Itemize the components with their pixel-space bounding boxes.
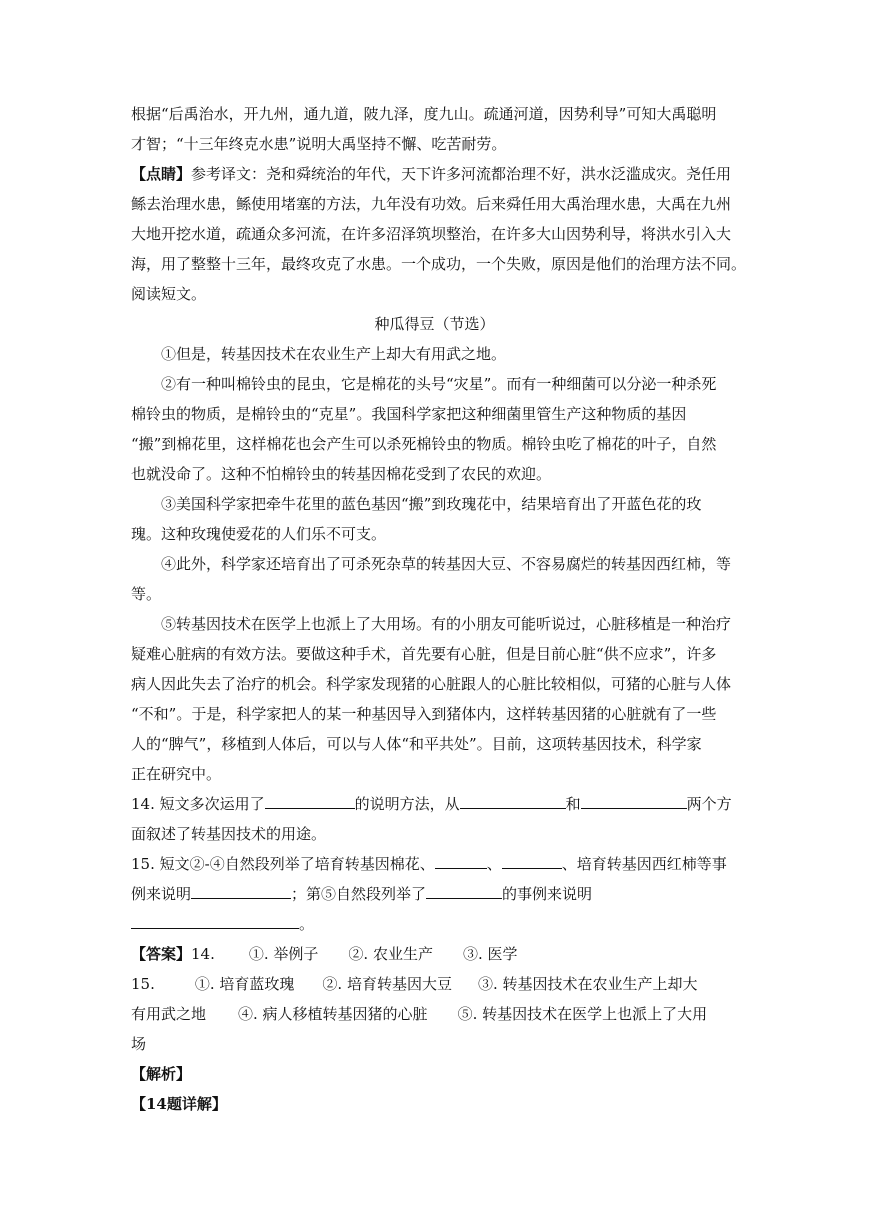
paragraph-3-line-2: 瑰。这种玫瑰使爱花的人们乐不可支。 <box>131 525 387 543</box>
q14-text-1: 14. 短文多次运用了 <box>131 795 265 813</box>
question-15-line-1 <box>131 849 727 879</box>
dianjing-line-2: 鲧去治理水患，鲧使用堵塞的方法，九年没有功效。后来舜任用大禹治理水患，大禹在九州 <box>131 195 732 213</box>
q14-blank-1 <box>265 807 355 809</box>
q15-text-2: 、 <box>486 855 502 873</box>
question-15-line-3 <box>131 909 314 939</box>
paragraph-3-line-1: ③美国科学家把牵牛花里的蓝色基因“搬”到玫瑰花中，结果培育出了开蓝色花的玫 <box>161 495 702 513</box>
paragraph-5-line-3: 病人因此失去了治疗的机会。科学家发现猪的心脏跟人的心脏比较相似，可猪的心脏与人体 <box>131 675 732 693</box>
paragraph-5-line-4: “不和”。于是，科学家把人的某一种基因导入到猪体内，这样转基因猪的心脏就有了一些 <box>131 705 717 723</box>
paragraph-2-line-1: ②有一种叫棉铃虫的昆虫，它是棉花的头号“灾星”。而有一种细菌可以分泌一种杀死 <box>161 375 717 393</box>
q14-blank-3 <box>581 807 687 809</box>
answer-q14-number: 14. <box>191 945 215 963</box>
dianjing-text-1: 参考译文：尧和舜统治的年代，天下许多河流都治理不好，洪水泛滥成灾。尧任用 <box>191 165 732 183</box>
answer-q15-item-3: ③. 转基因技术在农业生产上却大 <box>477 975 698 993</box>
answer-q15-item-5: ⑤. 转基因技术在医学上也派上了大用 <box>457 1005 708 1023</box>
answer-line-4: 场 <box>131 1035 147 1053</box>
intro-line-1: 根据“后禹治水，开九州，通九道，陂九泽，度九山。疏通河道，因势利导”可知大禹聪明 <box>131 105 717 123</box>
answer-q15-item-3-cont: 有用武之地 <box>131 1005 207 1023</box>
answer-q15-item-4: ④. 病人移植转基因猪的心脏 <box>238 1005 428 1023</box>
read-prompt: 阅读短文。 <box>131 285 207 303</box>
dianjing-tag: 【点睛】 <box>131 165 192 183</box>
question-14-line-2: 面叙述了转基因技术的用途。 <box>131 825 327 843</box>
q15-text-4: 例来说明 <box>131 885 192 903</box>
paragraph-2-line-3: “搬”到棉花里，这样棉花也会产生可以杀死棉铃虫的物质。棉铃虫吃了棉花的叶子，自然 <box>131 435 717 453</box>
intro-line-2: 才智；“十三年终克水患”说明大禹坚持不懈、吃苦耐劳。 <box>131 135 507 153</box>
paragraph-5-line-6: 正在研究中。 <box>131 765 222 783</box>
q14-blank-2 <box>460 807 566 809</box>
paragraph-5-line-2: 疑难心脏病的有效方法。要做这种手术，首先要有心脏，但是目前心脏“供不应求”，许多 <box>131 645 717 663</box>
question-14-line-1 <box>131 789 732 819</box>
answer-q15-number: 15. <box>131 975 155 993</box>
q15-blank-1 <box>435 867 487 869</box>
passage-title: 种瓜得豆（节选） <box>374 315 495 333</box>
q15-text-3: 、培育转基因西红柿等事 <box>561 855 727 873</box>
answer-q14-item-3: ③. 医学 <box>462 945 518 963</box>
dianjing-line-3: 大地开挖水道，疏通众多河流，在许多沼泽筑坝整治，在许多大山因势利导，将洪水引入大 <box>131 225 732 243</box>
q14-text-2: 的说明方法，从 <box>354 795 460 813</box>
q14-text-4: 两个方 <box>686 795 732 813</box>
q15-text-1: 15. 短文②-④自然段列举了培育转基因棉花、 <box>131 855 435 873</box>
q15-text-6: 的事例来说明 <box>502 885 593 903</box>
q14-text-3: 和 <box>565 795 581 813</box>
q15-text-7: 。 <box>299 915 315 933</box>
answer-q14-item-1: ①. 举例子 <box>248 945 319 963</box>
paragraph-5-line-5: 人的“脾气”，移植到人体后，可以与人体“和平共处”。目前，这项转基因技术，科学家 <box>131 735 702 753</box>
paragraph-2-line-2: 棉铃虫的物质，是棉铃虫的“克星”。我国科学家把这种细菌里管生产这种物质的基因 <box>131 405 687 423</box>
answer-line-2 <box>131 969 698 999</box>
q15-blank-4 <box>426 897 502 899</box>
answer-q15-item-2: ②. 培育转基因大豆 <box>322 975 452 993</box>
answer-q14-item-2: ②. 农业生产 <box>348 945 433 963</box>
answer-q15-item-1: ①. 培育蓝玫瑰 <box>194 975 295 993</box>
paragraph-2-line-4: 也就没命了。这种不怕棉铃虫的转基因棉花受到了农民的欢迎。 <box>131 465 552 483</box>
analysis-heading: 【解析】 <box>131 1065 192 1083</box>
paragraph-4-line-2: 等。 <box>131 585 162 603</box>
dianjing-line-1 <box>131 159 731 189</box>
q14-detail-heading: 【14题详解】 <box>131 1095 227 1113</box>
paragraph-5-line-1: ⑤转基因技术在医学上也派上了大用场。有的小朋友可能听说过，心脏移植是一种治疗 <box>161 615 732 633</box>
q15-text-5: ；第⑤自然段列举了 <box>291 885 427 903</box>
answer-tag: 【答案】 <box>131 945 192 963</box>
paragraph-4-line-1: ④此外，科学家还培育出了可杀死杂草的转基因大豆、不容易腐烂的转基因西红柿，等 <box>161 555 732 573</box>
paragraph-1-line-1: ①但是，转基因技术在农业生产上却大有用武之地。 <box>161 345 507 363</box>
answer-line-3 <box>131 999 707 1029</box>
question-15-line-2 <box>131 879 592 909</box>
dianjing-line-4: 海，用了整整十三年，最终攻克了水患。一个成功，一个失败，原因是他们的治理方法不同。 <box>131 255 747 273</box>
q15-blank-3 <box>191 897 291 899</box>
q15-blank-5 <box>131 927 299 929</box>
q15-blank-2 <box>502 867 562 869</box>
answer-line-1 <box>131 939 518 969</box>
